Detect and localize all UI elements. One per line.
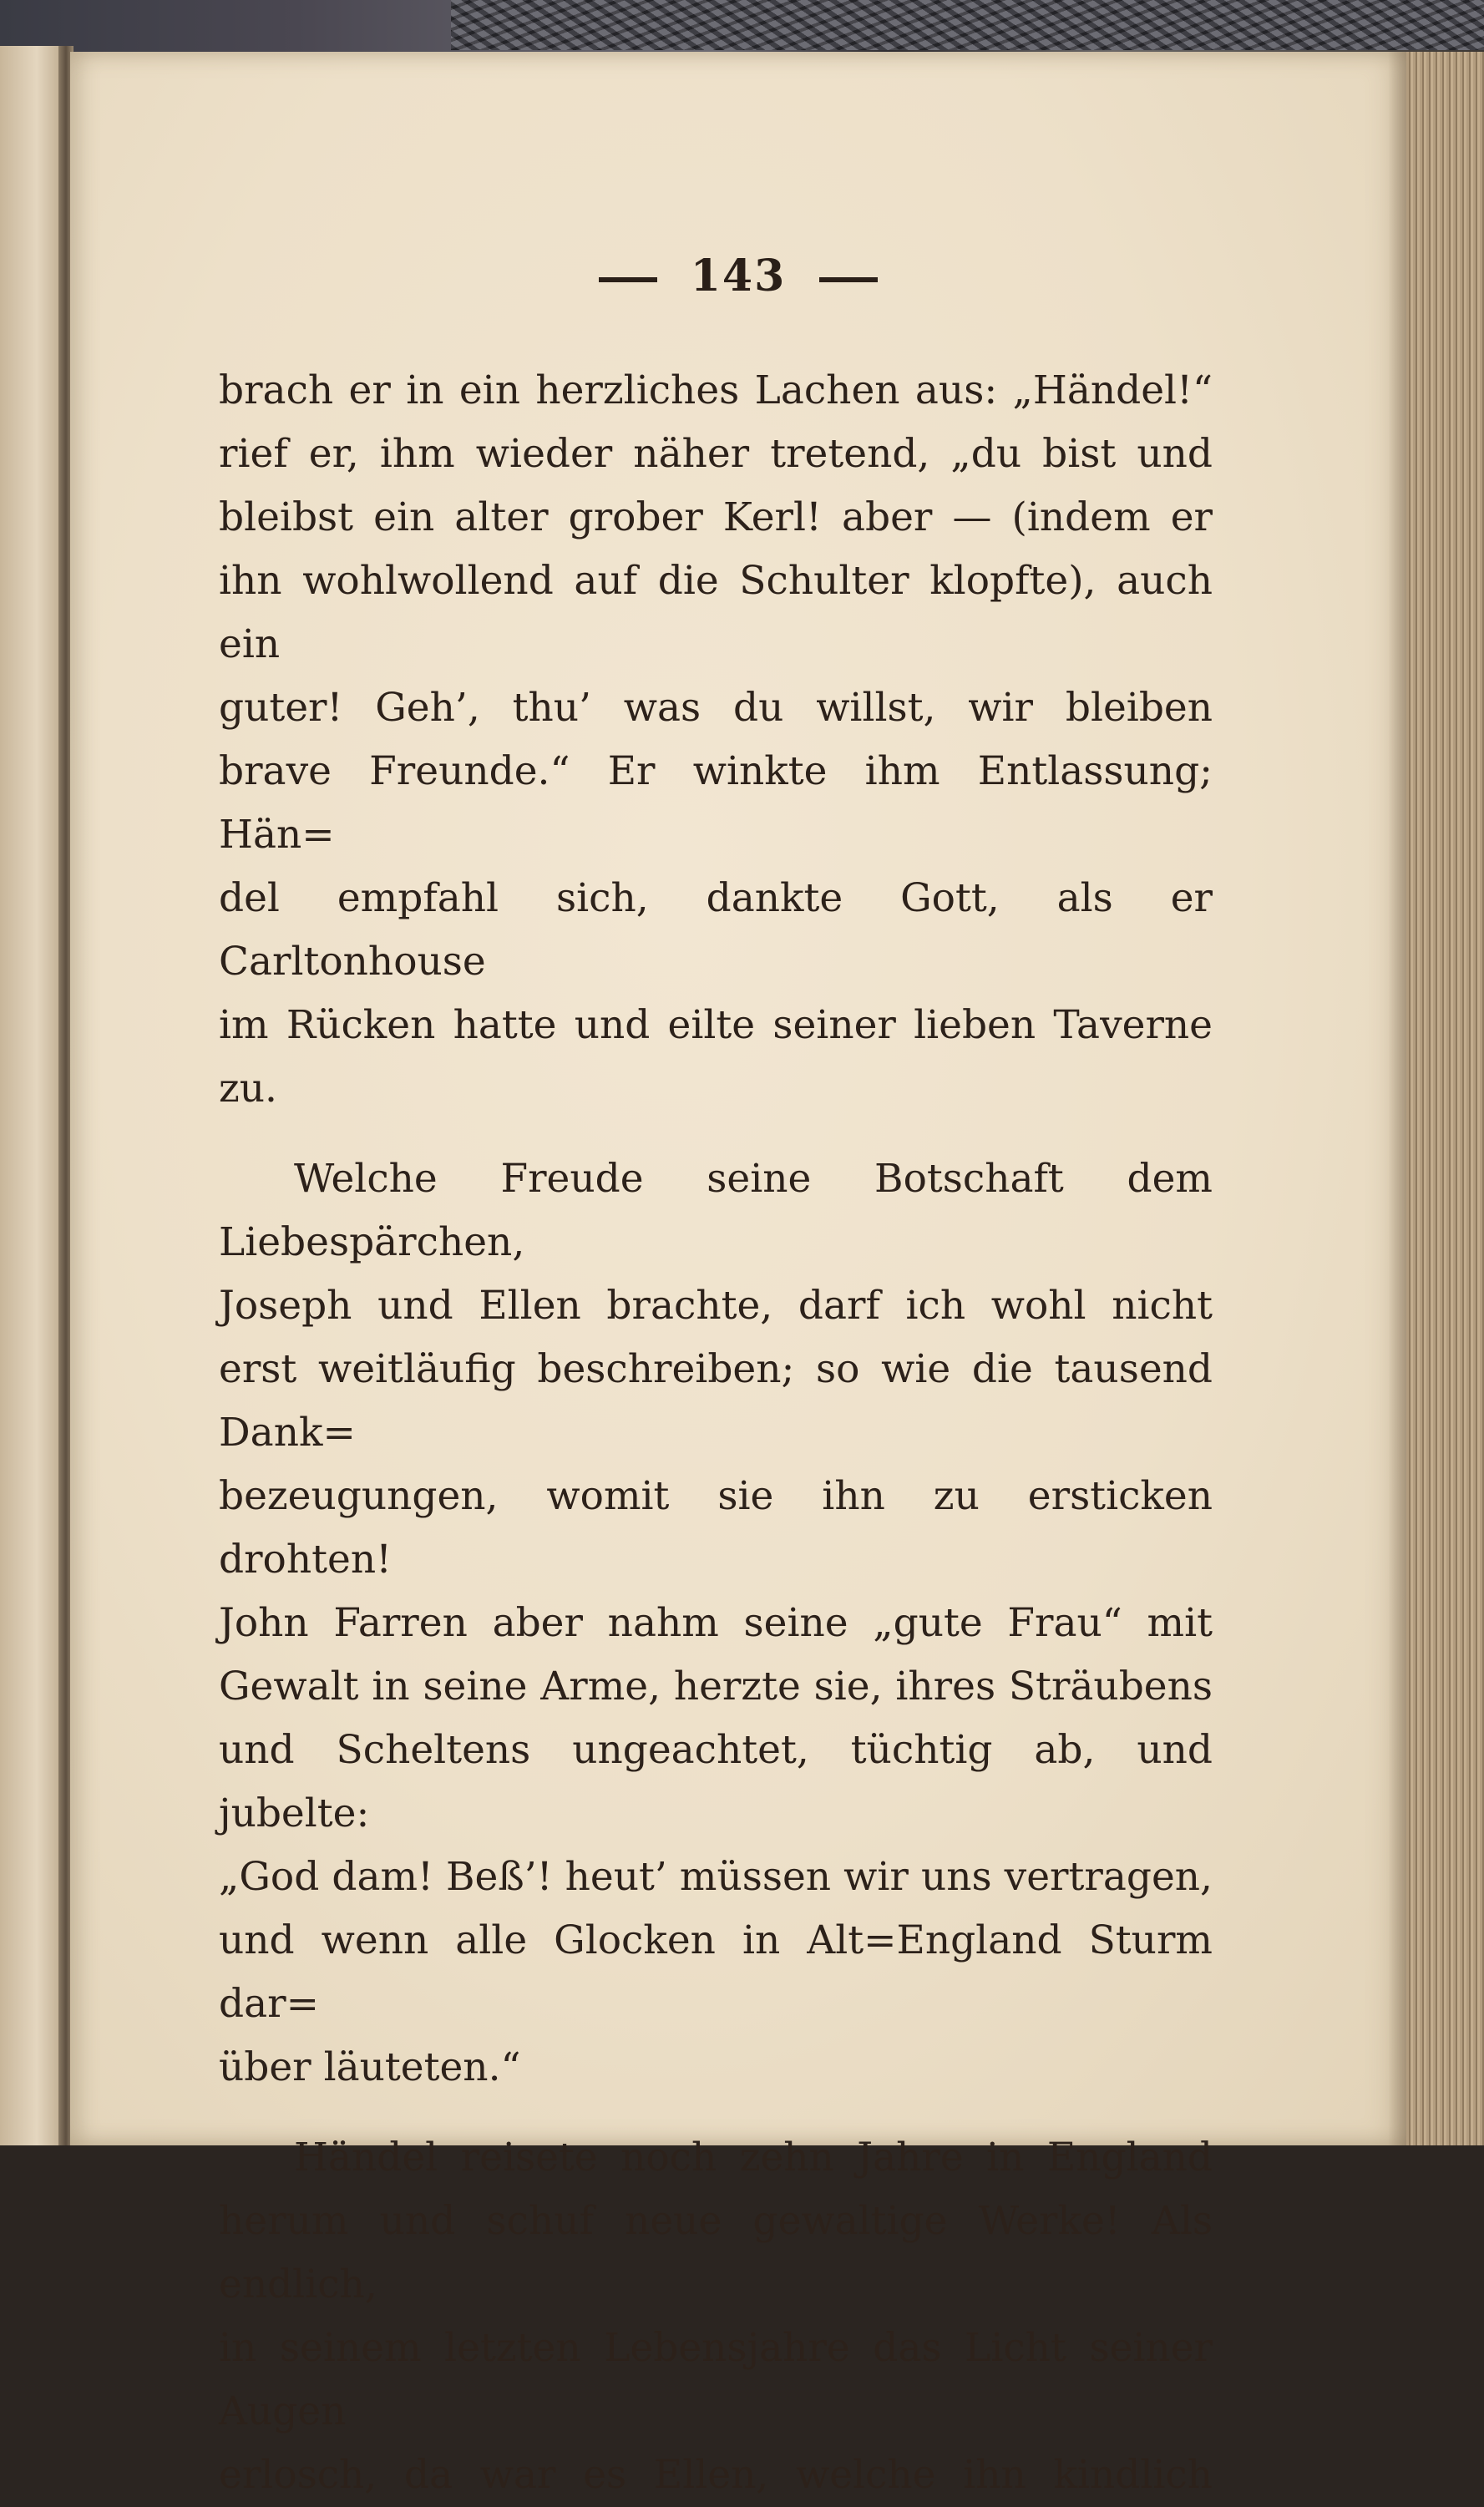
text-line: John Farren aber nahm seine „gute Frau“ mit [219,1600,1213,1646]
text-line: und Scheltens ungeachtet, tüchtig ab, und jubelte: [219,1727,1213,1836]
previous-page-edge [0,46,67,2145]
paragraph-3 [219,2126,1213,2507]
text-line: Welche Freude seine Botschaft dem Liebespärchen, [219,1156,1213,1265]
text-line: del empfahl sich, dankte Gott, als er Carltonhouse [219,875,1213,985]
paragraph-2 [219,1147,1213,2099]
text-line: bezeugungen, womit sie ihn zu ersticken drohten! [219,1473,1213,1583]
text-line: „God dam! Beß’! heut’ müssen wir uns vertragen, [219,1854,1213,1900]
text-line: erlosch, da war es Ellen, welche ihn kindlich [219,2452,1213,2498]
text-line: ihn wohlwollend auf die Schulter klopfte), auch ein [219,558,1213,667]
header-dash-right [819,277,878,282]
text-line: Händel reisete noch zehn Jahre in England [294,2135,1213,2180]
page-body [219,359,1213,2507]
text-line: erst weitläufig beschreiben; so wie die tausend Dank= [219,1346,1213,1456]
text-line: bleibst ein alter grober Kerl! aber — (indem er [219,494,1213,540]
text-line: herum und schuf neue gewaltige Werke! Als endlich, [219,2198,1213,2307]
text-line: Joseph und Ellen brachte, darf ich wohl nicht [219,1283,1213,1329]
text-line: im Rücken hatte und eilte seiner lieben Taverne zu. [219,1002,1213,1112]
text-line: in seinem letzten Lebensjahre das Licht seiner Augen [219,2325,1213,2434]
text-line: Gewalt in seine Arme, herzte sie, ihres Sträubens [219,1664,1213,1709]
text-line: rief er, ihm wieder näher tretend, „du bist und [219,431,1213,477]
page-block-edge [1406,52,1484,2145]
text-line: und wenn alle Glocken in Alt=England Sturm dar= [219,1917,1213,2027]
text-line: guter! Geh’, thu’ was du willst, wir bleiben [219,685,1213,731]
text-line: brach er in ein herzliches Lachen aus: „Händel!“ [219,367,1213,413]
text-line: brave Freunde.“ Er winkte ihm Entlassung; Hän= [219,748,1213,858]
page-number: 143 [690,251,787,301]
text-line: über läuteten.“ [219,2044,521,2090]
header-dash-left [599,277,657,282]
page-number-header [70,251,1406,301]
paragraph-1 [219,359,1213,1121]
marbled-cover-edge [451,0,1484,50]
